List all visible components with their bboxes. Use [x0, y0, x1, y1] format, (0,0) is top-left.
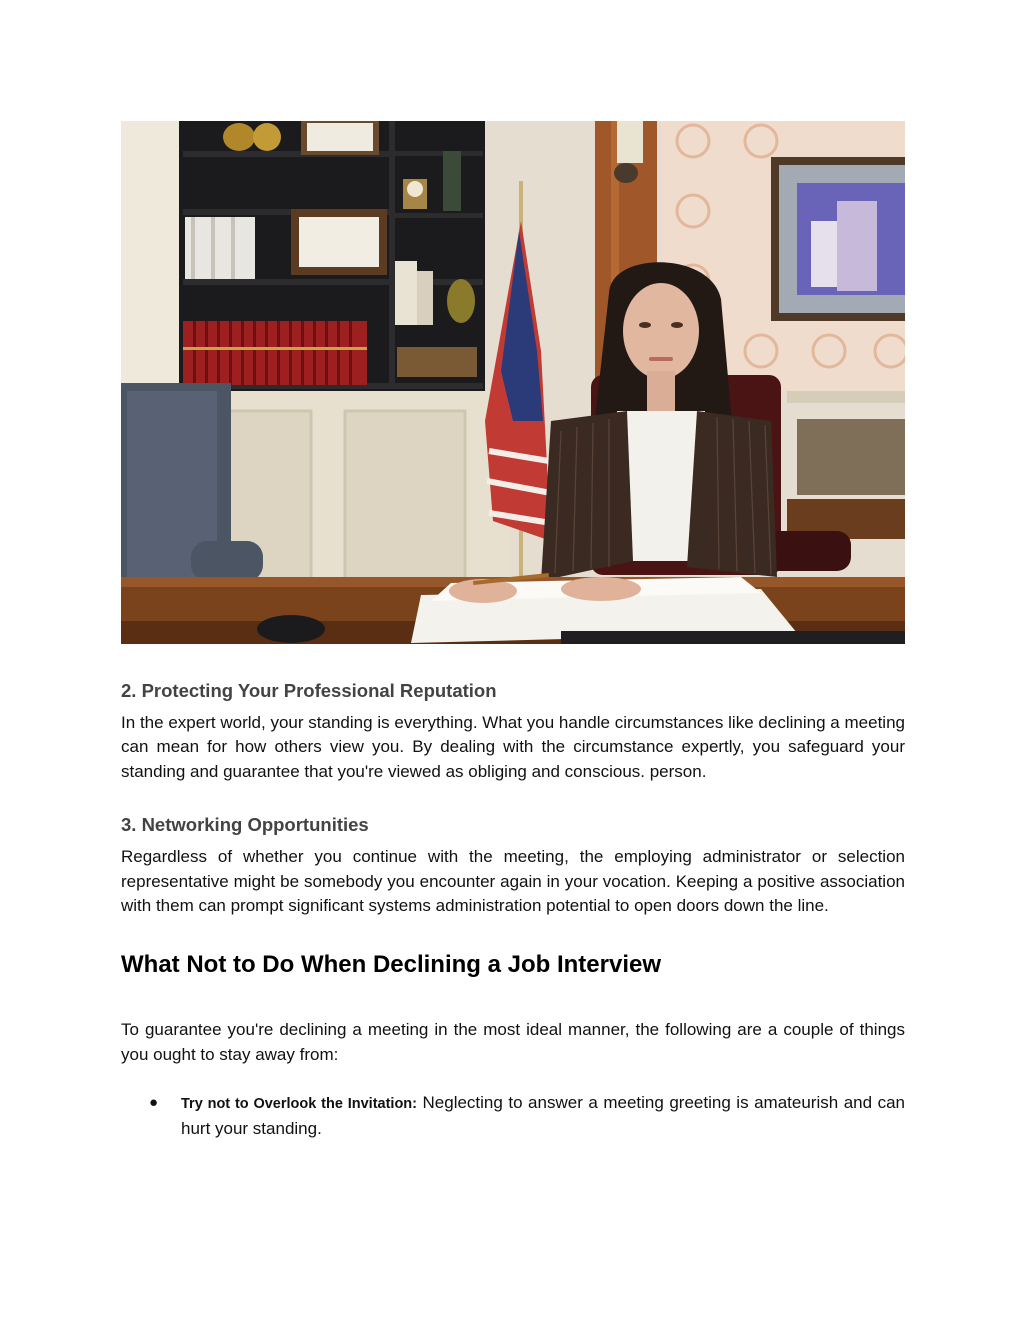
- bullet-text: Neglecting to answer a meeting greeting is amateurish and can hurt your standing.: [181, 1093, 905, 1138]
- main-heading: What Not to Do When Declining a Job Interview: [121, 951, 662, 979]
- section-heading-networking: 3. Networking Opportunities: [121, 814, 369, 836]
- bullet-marker: ●: [149, 1094, 159, 1112]
- section-heading-reputation: 2. Protecting Your Professional Reputation: [121, 680, 497, 701]
- section-body-reputation: In the expert world, your standing is everything. What you handle circumstances like declining a meeting can mean for how others view you. By dealing with the circumstance expertly, you safeguard your standing and guarantee that you're viewed as obliging and conscious. person.: [121, 713, 905, 781]
- office-portrait-image: [121, 121, 905, 644]
- bullet-list: [121, 1091, 905, 1141]
- bullet-label: Try not to Overlook the Invitation:: [181, 1096, 417, 1113]
- list-item: [121, 1091, 905, 1141]
- section-body-networking: Regardless of whether you continue with the meeting, the employing administrator or selection representative might be somebody you encounter again in your vocation. Keeping a positive association with them can prompt significant systems administration potential to open doors down the line.: [121, 847, 905, 916]
- document-page: [121, 121, 905, 1141]
- intro-paragraph: To guarantee you're declining a meeting in the most ideal manner, the following are a couple of things you ought to stay away from:: [121, 1020, 905, 1064]
